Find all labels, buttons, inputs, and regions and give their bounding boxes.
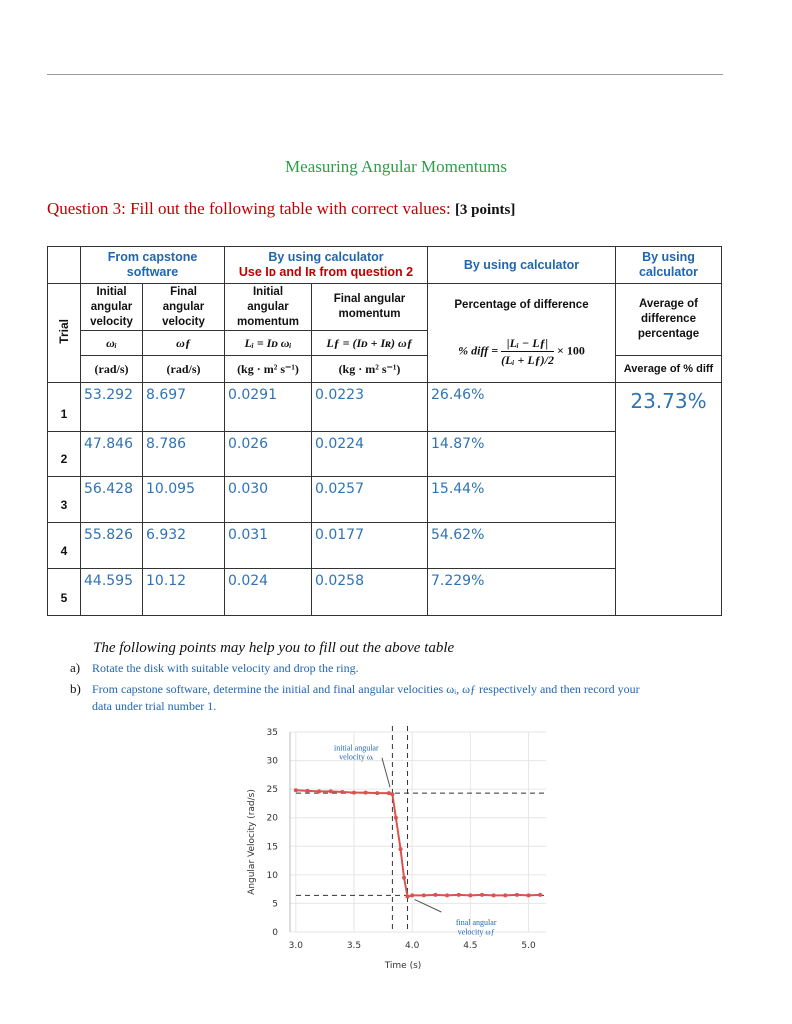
average-value: 23.73% (616, 383, 722, 616)
cell-lf: 0.0224 (312, 432, 428, 477)
label-wi-3: velocity (90, 315, 133, 328)
cell-wi: 53.292 (81, 383, 143, 432)
x-tick-label: 3.5 (346, 941, 362, 951)
annotation-arrow-final (415, 899, 442, 912)
cell-li: 0.026 (225, 432, 312, 477)
hint-a-label: a) (70, 660, 81, 675)
label-wf-3: velocity (162, 315, 205, 328)
label-avg-3: percentage (637, 328, 700, 340)
symbol-li: Lᵢ = Iᴅ ωᵢ (225, 331, 312, 356)
y-tick-label: 25 (266, 785, 278, 796)
cell-wf: 8.786 (143, 432, 225, 477)
angular-velocity-chart (240, 718, 560, 980)
data-point (375, 791, 379, 795)
chart-guides (296, 726, 546, 932)
data-point (394, 816, 398, 820)
label-avg-1: Average of (638, 298, 698, 310)
data-point (492, 893, 496, 897)
trial-number: 5 (48, 569, 81, 616)
cell-li: 0.031 (225, 523, 312, 569)
trial-number: 1 (48, 383, 81, 432)
data-point (329, 789, 333, 793)
diff-fraction (501, 335, 554, 368)
label-wi-1: Initial (96, 285, 127, 298)
data-point (480, 893, 484, 897)
annotation-final-2: velocity ωƒ (457, 927, 495, 937)
data-point (305, 789, 309, 793)
label-lf (312, 284, 428, 331)
cell-li: 0.024 (225, 569, 312, 616)
annotation-initial-2: velocity ωᵢ (339, 752, 374, 762)
data-point (515, 893, 519, 897)
data-point (387, 791, 391, 795)
y-tick-label: 0 (272, 928, 278, 938)
label-li-3: momentum (237, 315, 299, 328)
data-point (527, 893, 531, 897)
cell-wf: 6.932 (143, 523, 225, 569)
label-avg (616, 284, 722, 356)
data-point (399, 847, 403, 851)
diff-suffix: × 100 (556, 343, 585, 358)
unit-wi: (rad/s) (81, 356, 143, 383)
x-tick-label: 4.5 (463, 941, 478, 951)
data-point (457, 893, 461, 897)
label-wf-2: angular (162, 300, 205, 313)
label-lf-2: momentum (338, 308, 401, 320)
cell-lf: 0.0257 (312, 477, 428, 523)
y-tick-label: 5 (272, 899, 278, 910)
data-point (422, 893, 426, 897)
corner-cell (48, 247, 81, 284)
cell-wi: 47.846 (81, 432, 143, 477)
label-diff (428, 284, 616, 383)
y-tick-label: 10 (266, 870, 278, 881)
header-avg-line2: calculator (638, 265, 699, 279)
diff-prefix: % diff = (458, 343, 499, 358)
cell-diff: 7.229% (428, 569, 616, 616)
symbol-avg: Average of % diff (616, 356, 722, 383)
cell-diff: 14.87% (428, 432, 616, 477)
cell-wi: 44.595 (81, 569, 143, 616)
hint-b-label: b) (70, 681, 81, 696)
header-calculator-avg (616, 247, 722, 284)
data-point (402, 876, 406, 880)
annotation-arrow-initial (382, 758, 390, 788)
data-point (468, 893, 472, 897)
data-point (364, 791, 368, 795)
cell-wf: 8.697 (143, 383, 225, 432)
question-points: [3 points] (454, 202, 516, 218)
cell-lf: 0.0258 (312, 569, 428, 616)
trial-label: Trial (57, 319, 71, 344)
header-calculator-momentum (225, 247, 428, 284)
cell-diff: 54.62% (428, 523, 616, 569)
unit-li: (kg · m² s⁻¹) (225, 356, 312, 383)
diff-denominator: (Lᵢ + Lƒ)/2 (501, 353, 554, 367)
results-table (47, 246, 722, 616)
hints-title: The following points may help you to fill out the above table (93, 640, 455, 656)
data-point (503, 893, 507, 897)
cell-wf: 10.095 (143, 477, 225, 523)
data-point (445, 893, 449, 897)
x-axis-label: Time (s) (384, 961, 422, 971)
label-li (225, 284, 312, 331)
y-tick-label: 35 (266, 728, 278, 738)
y-axis-label: Angular Velocity (rad/s) (247, 789, 257, 895)
y-tick-label: 30 (266, 756, 278, 767)
y-tick-label: 15 (266, 842, 278, 853)
document-title: Measuring Angular Momentums (285, 157, 507, 176)
hint-b-cont: data under trial number 1. (92, 699, 217, 713)
hint-a (70, 660, 359, 676)
annotation-final: final angular (455, 918, 497, 928)
data-point (406, 895, 410, 899)
diff-numerator: |Lᵢ − Lƒ| (501, 335, 554, 352)
annotation-initial: initial angular (333, 743, 379, 753)
table-row (48, 383, 722, 432)
label-li-2: angular (247, 300, 289, 313)
header-calc-line1: By using calculator (268, 250, 384, 264)
y-tick-label: 20 (266, 813, 278, 824)
hint-b-text: From capstone software, determine the initial and final angular velocities ωᵢ, ωƒ respectively and then record your (92, 682, 640, 696)
label-avg-2: difference (641, 313, 696, 325)
data-point (294, 788, 298, 792)
cell-diff: 15.44% (428, 477, 616, 523)
velocity-line (296, 790, 540, 896)
header-avg-line1: By using (642, 250, 695, 264)
x-tick-label: 4.0 (405, 941, 420, 951)
header-calc-line2: Use Iᴅ and Iʀ from question 2 (238, 265, 414, 279)
data-point (433, 893, 437, 897)
label-lf-1: Final angular (333, 293, 406, 305)
question-heading (47, 199, 515, 219)
diff-formula (428, 335, 615, 368)
data-point (538, 893, 542, 897)
hint-a-text: Rotate the disk with suitable velocity and drop the ring. (92, 661, 359, 675)
cell-wf: 10.12 (143, 569, 225, 616)
trial-number: 3 (48, 477, 81, 523)
header-rule (47, 74, 723, 75)
label-wf-1: Final (170, 285, 197, 298)
x-tick-label: 5.0 (521, 941, 536, 951)
data-point (410, 893, 414, 897)
label-diff-text: Percentage of difference (454, 299, 589, 311)
cell-wi: 56.428 (81, 477, 143, 523)
data-point (352, 791, 356, 795)
cell-lf: 0.0223 (312, 383, 428, 432)
label-wf (143, 284, 225, 331)
unit-wf: (rad/s) (143, 356, 225, 383)
data-point (390, 792, 394, 796)
label-wi-2: angular (90, 300, 133, 313)
label-li-1: Initial (252, 285, 284, 298)
cell-li: 0.0291 (225, 383, 312, 432)
label-wi (81, 284, 143, 331)
chart-series (294, 788, 542, 898)
symbol-wf: ωƒ (143, 331, 225, 356)
trial-number: 4 (48, 523, 81, 569)
header-capstone: From capstone software (81, 247, 225, 284)
chart-grid (290, 732, 546, 932)
header-calculator-diff: By using calculator (428, 247, 616, 284)
cell-lf: 0.0177 (312, 523, 428, 569)
trial-header (48, 284, 81, 383)
symbol-wi: ωᵢ (81, 331, 143, 356)
cell-li: 0.030 (225, 477, 312, 523)
data-point (340, 790, 344, 794)
hint-b (70, 681, 640, 697)
unit-lf: (kg · m² s⁻¹) (312, 356, 428, 383)
cell-wi: 55.826 (81, 523, 143, 569)
data-point (317, 789, 321, 793)
trial-number: 2 (48, 432, 81, 477)
question-text: Question 3: Fill out the following table with correct values: (47, 199, 451, 218)
cell-diff: 26.46% (428, 383, 616, 432)
symbol-lf: Lƒ = (Iᴅ + Iʀ) ωƒ (312, 331, 428, 356)
x-tick-label: 3.0 (288, 941, 303, 951)
